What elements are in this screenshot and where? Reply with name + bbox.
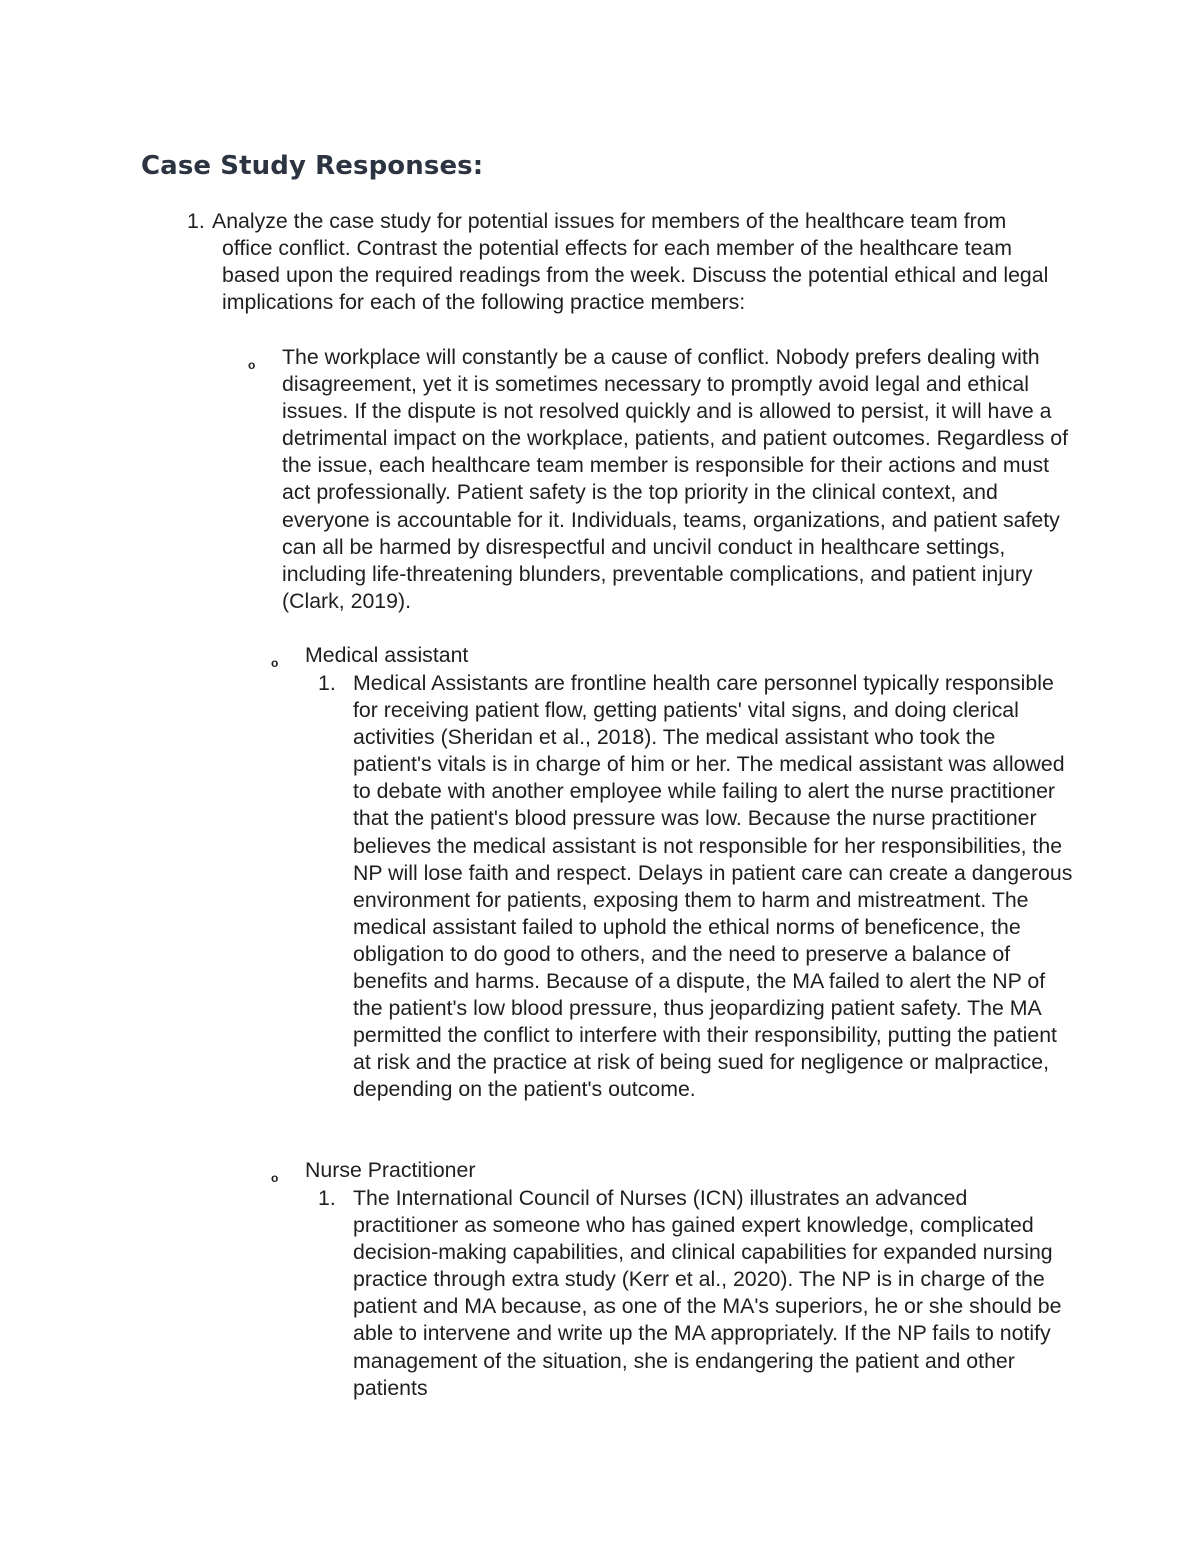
circle-bullet-icon: o (271, 656, 279, 670)
list-number: 1. (318, 1186, 336, 1210)
medical-assistant-paragraph: Medical Assistants are frontline health care personnel typically responsible for receiving patient flow, getting patients' vital signs, and doing clerical activities (Sheridan et al., 2018). The medical assistant who took the patient's vitals is in charge of him or her. The medical assistant was allowed to debate with another employee while failing to alert the nurse practitioner that the patient's blood pressure was low. Because the nurse practitioner believes the medical assistant is not responsible for her responsibilities, the NP will lose faith and respect. Delays in patient care can create a dangerous environment for patients, exposing them to harm and mistreatment. The medical assistant failed to uphold the ethical norms of beneficence, the obligation to do good to others, and the need to preserve a balance of benefits and harms. Because of a dispute, the MA failed to alert the NP of the patient's low blood pressure, thus jeopardizing patient safety. The MA permitted the conflict to interfere with their responsibility, putting the patient at risk and the practice at risk of being sued for negligence or malpractice, depending on the patient's outcome. (353, 671, 1073, 1102)
question-1-text: Analyze the case study for potential issues for members of the healthcare team from office conflict. Contrast the potential effects for each member of the healthcare team based upon the required readings from the week. Discuss the potential ethical and legal implications for each of the following practice members: (212, 209, 1049, 315)
medical-assistant-label: Medical assistant (305, 643, 469, 667)
nurse-practitioner-paragraph: The International Council of Nurses (ICN) illustrates an advanced practitioner as someone who has gained expert knowledge, complicated decision-making capabilities, and clinical capabilities for expanded nursing practice through extra study (Kerr et al., 2020). The NP is in charge of the patient and MA because, as one of the MA's superiors, he or she should be able to intervene and write up the MA appropriately. If the NP fails to notify management of the situation, she is endangering the patient and other patients (353, 1186, 1062, 1400)
circle-bullet-icon: o (271, 1171, 279, 1185)
intro-paragraph: The workplace will constantly be a cause of conflict. Nobody prefers dealing with disagreement, yet it is sometimes necessary to promptly avoid legal and ethical issues. If the dispute is not resolved quickly and is allowed to persist, it will have a detrimental impact on the workplace, patients, and patient outcomes. Regardless of the issue, each healthcare team member is responsible for their actions and must act professionally. Patient safety is the top priority in the clinical context, and everyone is accountable for it. Individuals, teams, organizations, and patient safety can all be harmed by disrespectful and uncivil conduct in healthcare settings, including life-threatening blunders, preventable complications, and patient injury (Clark, 2019). (282, 345, 1069, 613)
list-number: 1. (187, 209, 205, 233)
list-number: 1. (318, 671, 336, 695)
nurse-practitioner-label: Nurse Practitioner (305, 1158, 476, 1182)
page-title: Case Study Responses: (141, 151, 484, 181)
circle-bullet-icon: o (248, 358, 256, 372)
